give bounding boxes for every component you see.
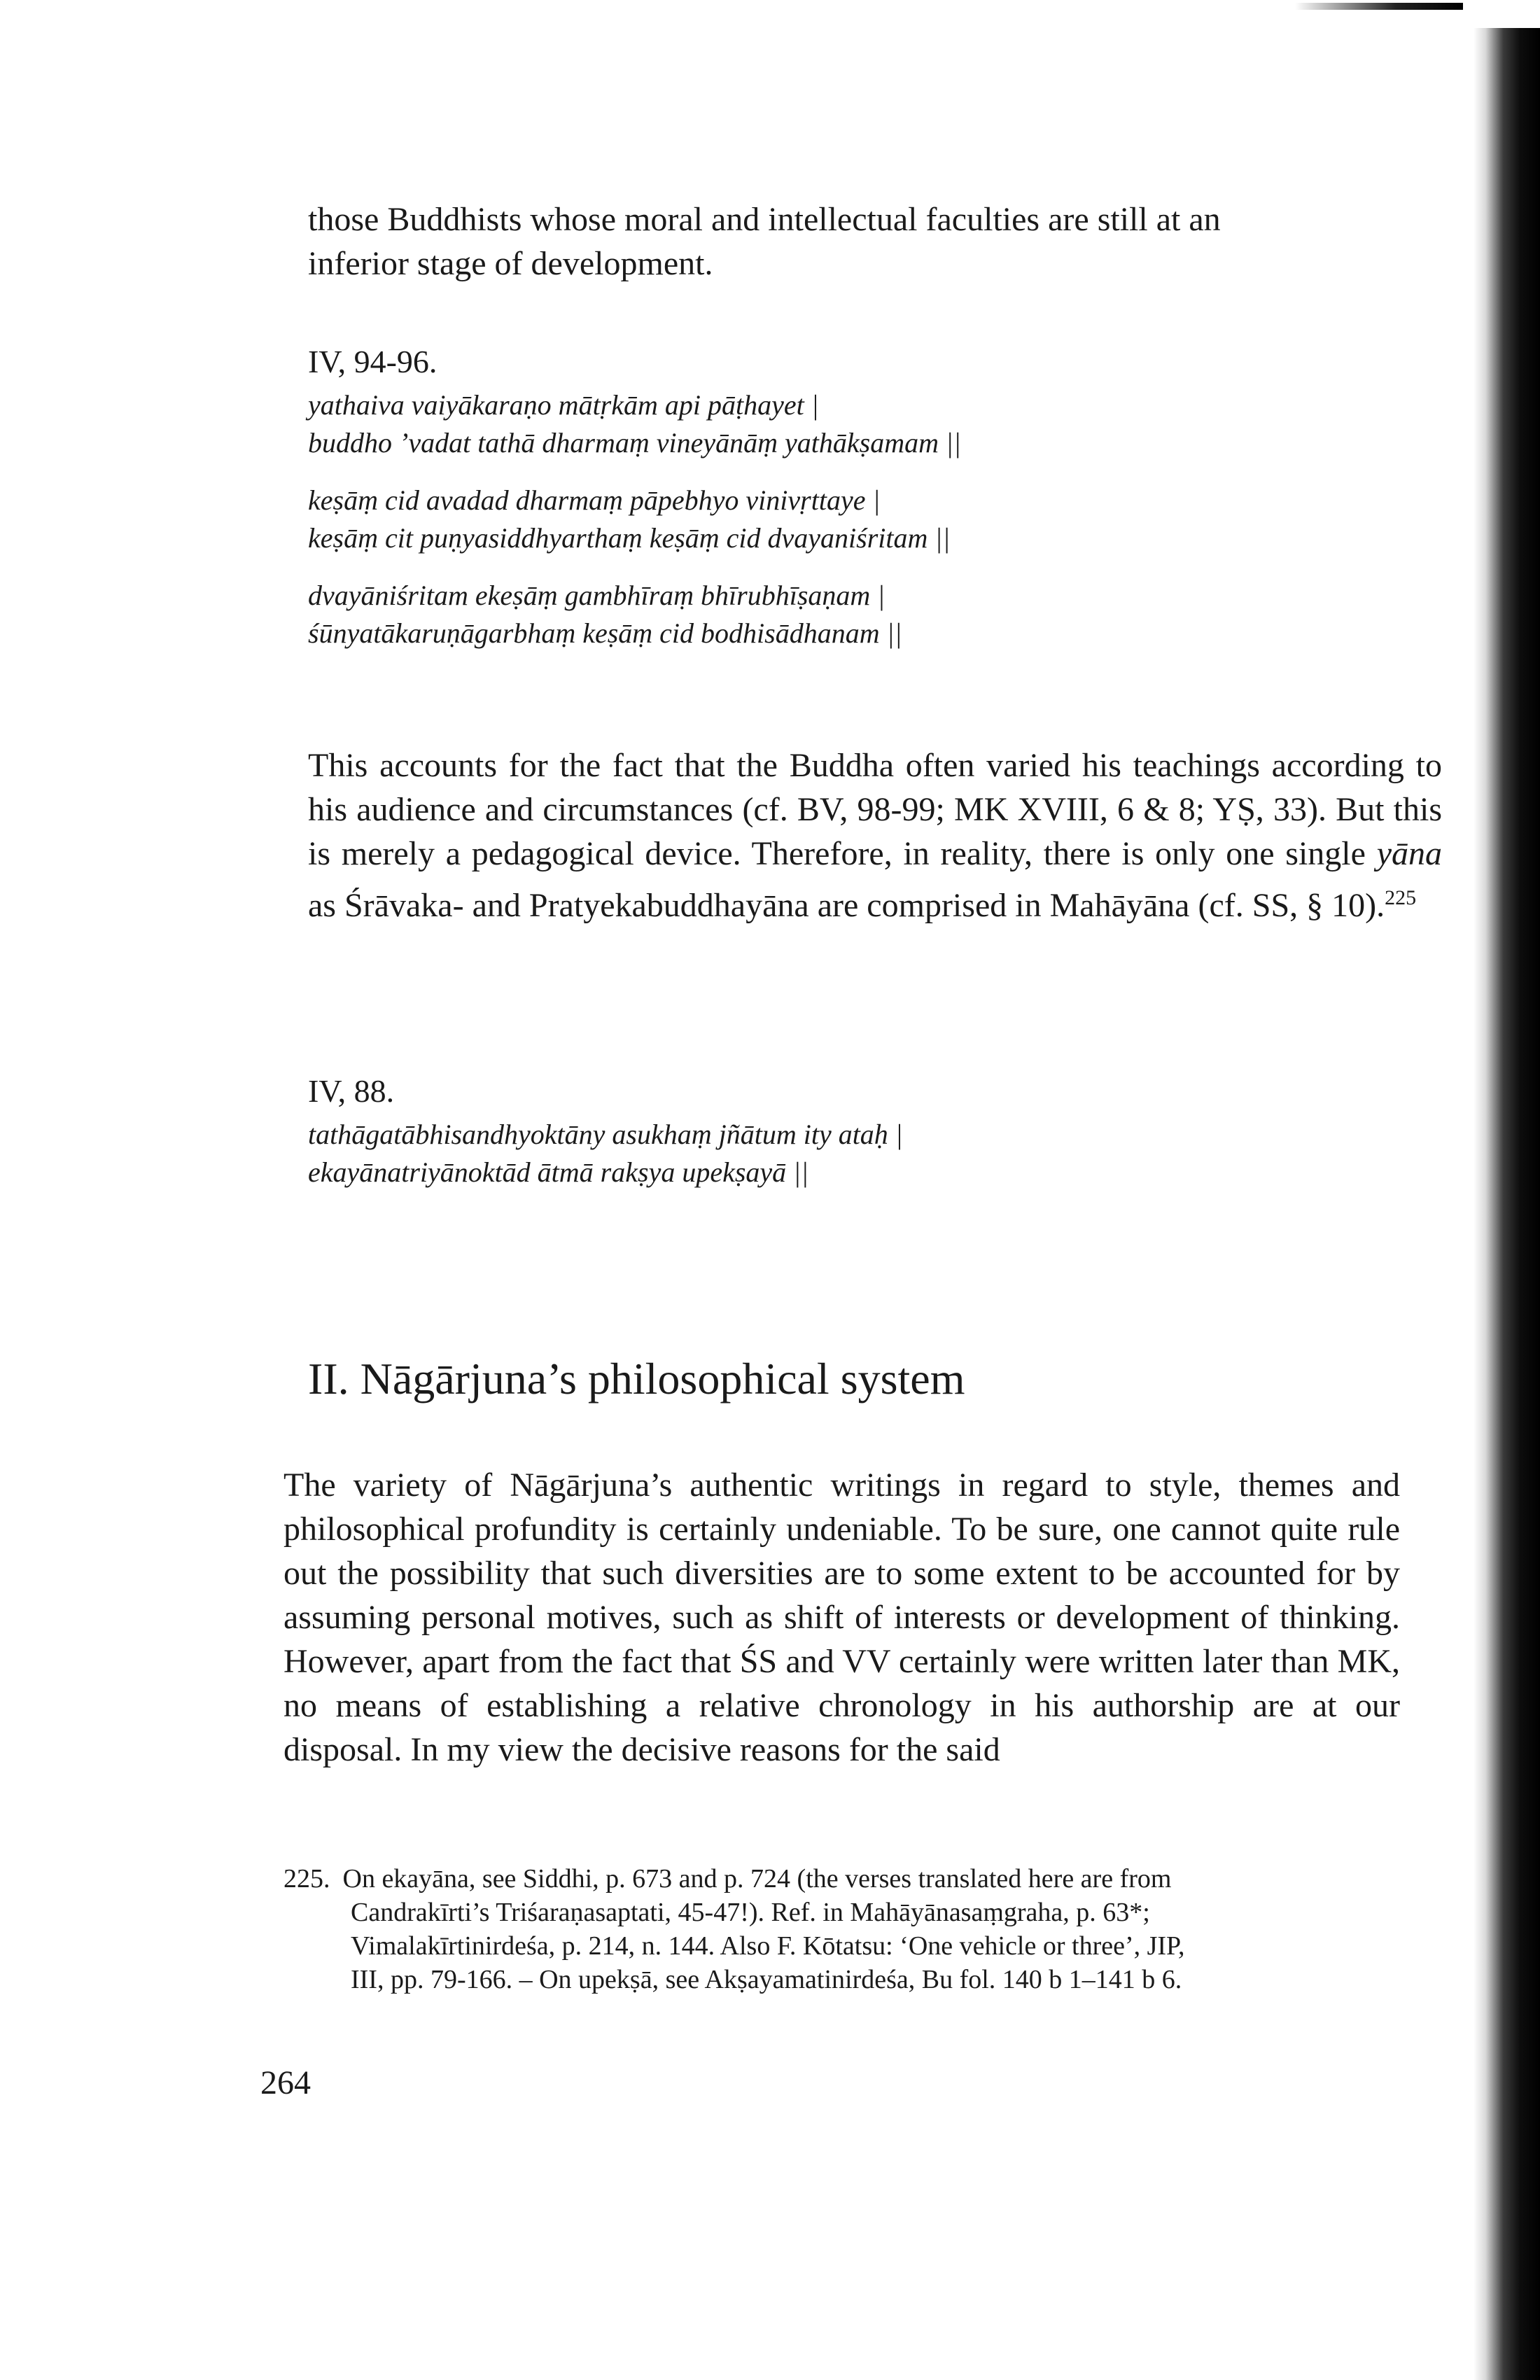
stanza [308, 577, 1442, 652]
footnote-marker[interactable]: 225 [1385, 886, 1417, 909]
verse-line: ekayānatriyānoktād ātmā rakṣya upekṣayā || [308, 1156, 809, 1188]
footnote-225 [284, 1862, 1404, 1996]
footnote-number: 225. [284, 1864, 330, 1893]
paragraph-1 [308, 743, 1442, 927]
stanza [308, 386, 1442, 462]
page-number: 264 [260, 2064, 311, 2101]
verse-group-2 [308, 1116, 1442, 1191]
scan-edge-top [1295, 3, 1463, 10]
verse-line: dvayāniśritam ekeṣāṃ gambhīraṃ bhīrubhīṣaṇam | [308, 580, 886, 611]
verse-line: buddho ’vadat tathā dharmaṃ vineyānāṃ yathākṣamam || [308, 427, 961, 458]
verse-line: keṣāṃ cid avadad dharmaṃ pāpebhyo vinivṛttaye | [308, 484, 881, 516]
section-heading: II. Nāgārjuna’s philosophical system [308, 1354, 965, 1404]
verse-group-1 [308, 386, 1442, 672]
stanza [308, 482, 1442, 557]
verse-line: tathāgatābhisandhyoktāny asukhaṃ jñātum ity ataḥ | [308, 1119, 903, 1150]
verse-line: keṣāṃ cit puṇyasiddhyarthaṃ keṣāṃ cid dvayaniśritam || [308, 522, 951, 554]
intro-line-1: those Buddhists whose moral and intellectual faculties are still at an [308, 201, 1221, 238]
paragraph-1-text: This accounts for the fact that the Buddha often varied his teachings according to his audience and circumstances (cf. BV, 98-99; MK XVIII, 6 & 8; YṢ, 33). But this is merely a pedagogical device. Therefore, in reality, there is only one single [308, 747, 1442, 872]
verse-reference-1: IV, 94-96. [308, 344, 438, 379]
intro-paragraph [308, 197, 1442, 286]
paragraph-2: The variety of Nāgārjuna’s authentic writings in regard to style, themes and philosophical profundity is certainly undeniable. To be sure, one cannot quite rule out the possibility that such diversities are to some extent to be accounted for by assuming personal motives, such as shift of interests or development of thinking. However, apart from the fact that ŚS and VV certainly were written later than MK, no means of establishing a relative chronology in his authorship are at our disposal. In my view the decisive reasons for the said [284, 1466, 1400, 1768]
paragraph-1-text-continued: as Śrāvaka- and Pratyekabuddhayāna are comprised in Mahāyāna (cf. SS, § 10). [308, 887, 1385, 924]
verse-line: yathaiva vaiyākaraṇo mātṛkām api pāṭhayet | [308, 389, 819, 421]
verse-reference-2: IV, 88. [308, 1073, 395, 1109]
term-yana: yāna [1376, 835, 1443, 872]
footnote-line: Vimalakīrtinirdeśa, p. 214, n. 144. Also F. Kōtatsu: ‘One vehicle or three’, JIP, [351, 1931, 1185, 1961]
footnote-line: 225. On ekayāna, see Siddhi, p. 673 and p. 724 (the verses translated here are from [284, 1864, 1172, 1893]
footnote-line: III, pp. 79-166. – On upekṣā, see Akṣayamatinirdeśa, Bu fol. 140 b 1–141 b 6. [351, 1965, 1182, 1994]
verse-line: śūnyatākaruṇāgarbhaṃ keṣāṃ cid bodhisādhanam || [308, 617, 902, 649]
scan-edge-shadow [1474, 28, 1540, 2380]
intro-line-2: inferior stage of development. [308, 245, 713, 282]
footnote-line: Candrakīrti’s Triśaraṇasaptati, 45-47!). Ref. in Mahāyānasaṃgraha, p. 63*; [351, 1898, 1150, 1927]
